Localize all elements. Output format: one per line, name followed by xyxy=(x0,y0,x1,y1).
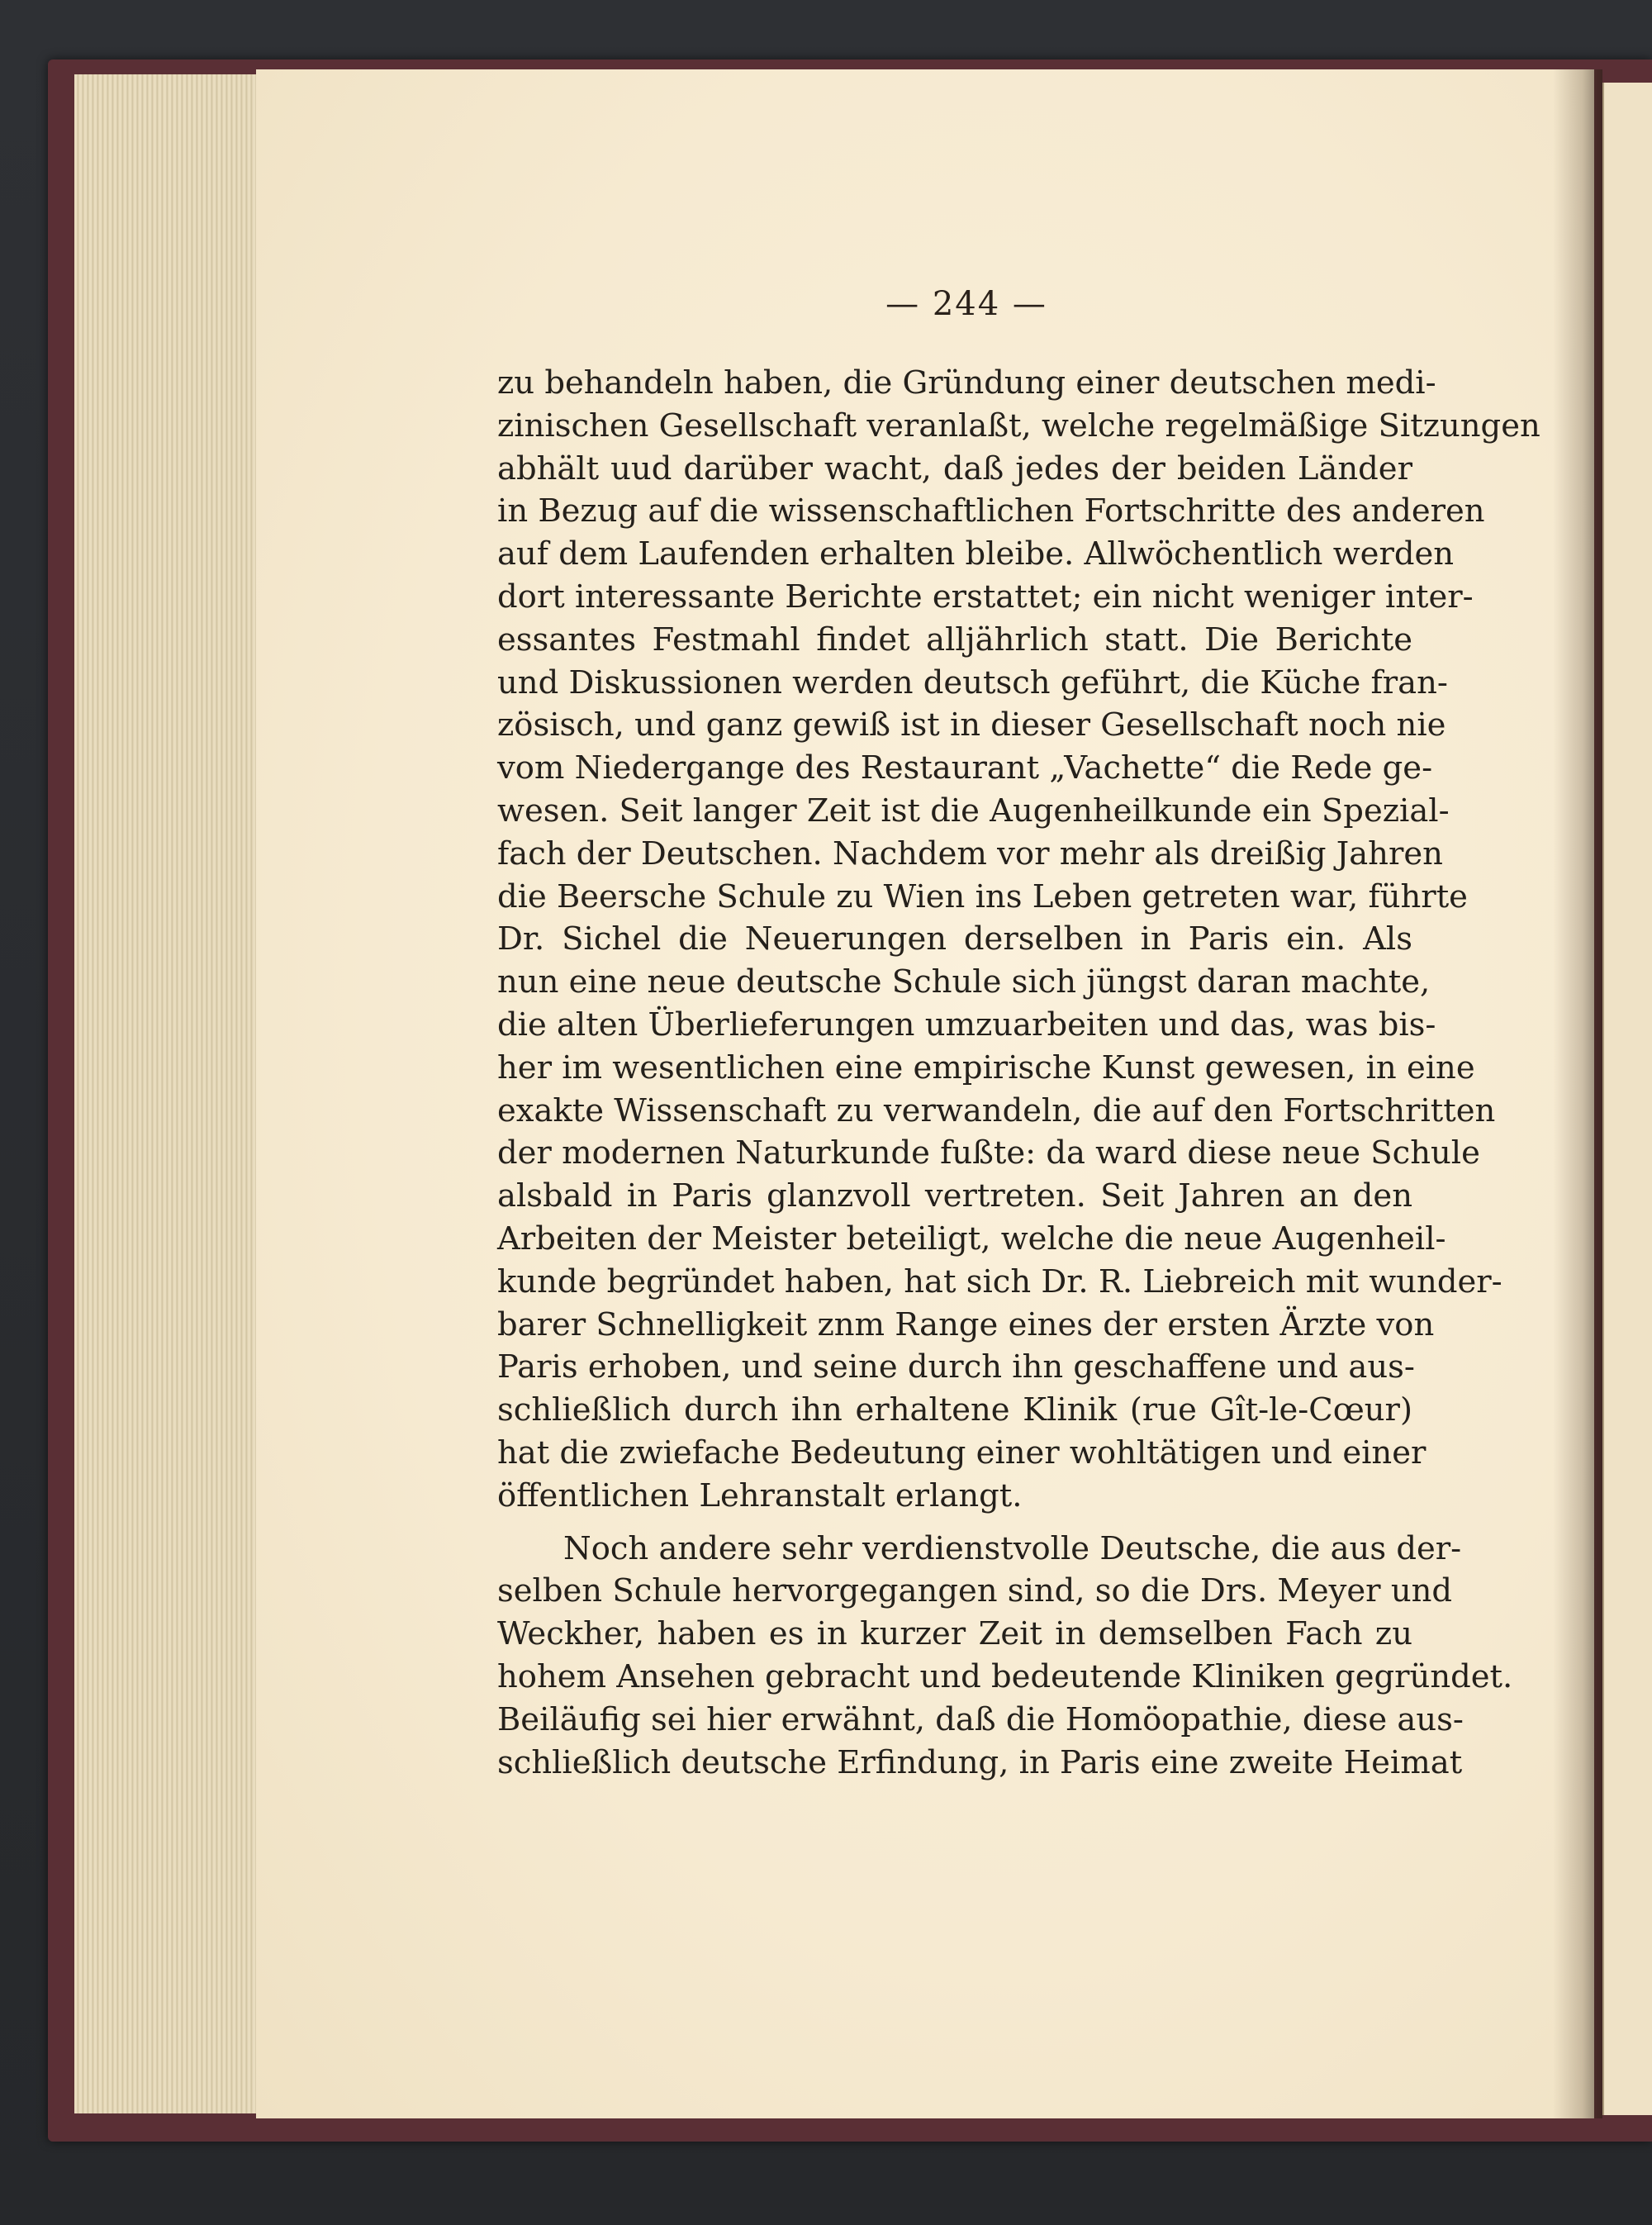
text-line: Beiläufig sei hier erwähnt, daß die Homöopathie, diese aus- xyxy=(497,1700,1464,1738)
text-line: essantes Festmahl findet alljährlich statt. Die Berichte xyxy=(497,620,1412,658)
text-line: schließlich durch ihn erhaltene Klinik (rue Gît-le-Cœur) xyxy=(497,1391,1412,1429)
text-line: zu behandeln haben, die Gründung einer deutschen medi- xyxy=(497,364,1436,402)
text-line: zösisch, und ganz gewiß ist in dieser Gesellschaft noch nie xyxy=(497,706,1446,744)
text-line: hohem Ansehen gebracht und bedeutende Kliniken gegründet. xyxy=(497,1657,1513,1695)
text-line: fach der Deutschen. Nachdem vor mehr als dreißig Jahren xyxy=(497,834,1443,872)
text-line: exakte Wissenschaft zu verwandeln, die auf den Fortschritten xyxy=(497,1091,1496,1129)
text-line: die Beersche Schule zu Wien ins Leben getreten war, führte xyxy=(497,877,1468,915)
paragraph-gap xyxy=(497,1518,1412,1528)
text-line: Paris erhoben, und seine durch ihn geschaffene und aus- xyxy=(497,1348,1415,1386)
text-line: dort interessante Berichte erstattet; ein nicht weniger inter- xyxy=(497,578,1474,616)
text-line: und Diskussionen werden deutsch geführt, die Küche fran- xyxy=(497,663,1448,701)
text-line: barer Schnelligkeit znm Range eines der ersten Ärzte von xyxy=(497,1305,1435,1343)
text-line: Weckher, haben es in kurzer Zeit in demselben Fach zu xyxy=(497,1615,1412,1653)
text-line: der modernen Naturkunde fußte: da ward diese neue Schule xyxy=(497,1134,1480,1172)
text-line: alsbald in Paris glanzvoll vertreten. Seit Jahren an den xyxy=(497,1177,1412,1215)
page-edges xyxy=(74,74,265,2113)
text-line: Arbeiten der Meister beteiligt, welche die neue Augenheil- xyxy=(497,1219,1446,1258)
text-line: Dr. Sichel die Neuerungen derselben in Paris ein. Als xyxy=(497,920,1412,958)
text-line: nun eine neue deutsche Schule sich jüngst daran machte, xyxy=(497,963,1431,1001)
text-line: abhält uud darüber wacht, daß jedes der beiden Länder xyxy=(497,449,1412,487)
gutter-shadow xyxy=(1553,69,1602,2118)
text-line: vom Niedergange des Restaurant „Vachette“ die Rede ge- xyxy=(497,749,1433,787)
page-number: — 244 — xyxy=(885,285,1047,323)
text-line: hat die zwiefache Bedeutung einer wohltätigen und einer xyxy=(497,1433,1427,1471)
text-line: auf dem Laufenden erhalten bleibe. Allwöchentlich werden xyxy=(497,535,1455,573)
text-line: Noch andere sehr verdienstvolle Deutsche, die aus der- xyxy=(563,1529,1462,1567)
next-page-edge xyxy=(1602,83,1652,2115)
text-line: selben Schule hervorgegangen sind, so die Drs. Meyer und xyxy=(497,1572,1453,1610)
text-line: schließlich deutsche Erfindung, in Paris eine zweite Heimat xyxy=(497,1743,1463,1781)
text-line: zinischen Gesellschaft veranlaßt, welche regelmäßige Sitzungen xyxy=(497,406,1540,445)
text-line: die alten Überlieferungen umzuarbeiten und das, was bis- xyxy=(497,1006,1436,1044)
text-line: öffentlichen Lehranstalt erlangt. xyxy=(497,1476,1023,1514)
text-line: kunde begründet haben, hat sich Dr. R. Liebreich mit wunder- xyxy=(497,1262,1502,1300)
body-text xyxy=(497,362,1540,1784)
text-line: wesen. Seit langer Zeit ist die Augenheilkunde ein Spezial- xyxy=(497,792,1450,830)
text-line: her im wesentlichen eine empirische Kunst gewesen, in eine xyxy=(497,1048,1475,1086)
text-line: in Bezug auf die wissenschaftlichen Fortschritte des anderen xyxy=(497,492,1485,530)
